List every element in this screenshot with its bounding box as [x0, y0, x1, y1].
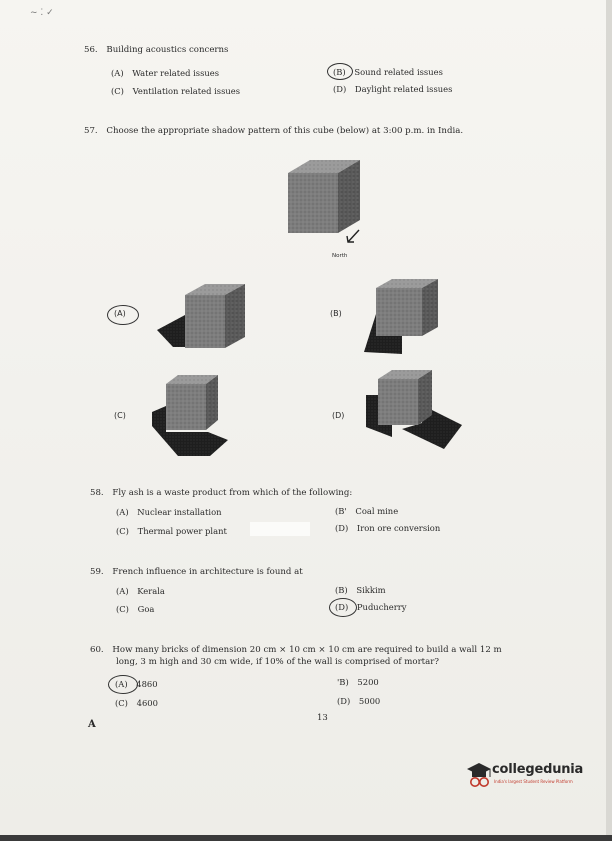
option-57-d-figure[interactable]	[362, 365, 467, 455]
question-58	[90, 488, 352, 498]
question-number: 58.	[90, 488, 104, 498]
option-text: Sound related issues	[354, 67, 443, 77]
option-text: Goa	[137, 604, 155, 614]
question-number: 56.	[84, 45, 98, 55]
question-text: Building acoustics concerns	[106, 45, 229, 55]
option-59-c[interactable]	[116, 604, 154, 614]
brand-tagline: India's largest Student Review Platform	[494, 779, 573, 784]
option-label: (C)	[111, 86, 124, 96]
option-57-c-figure[interactable]	[148, 370, 238, 460]
option-label: (D)	[335, 523, 349, 533]
cube-front-face	[288, 173, 338, 233]
question-number: 60.	[90, 645, 104, 655]
question-59	[90, 567, 303, 577]
option-label: (C)	[115, 698, 128, 708]
option-text: 5000	[358, 696, 381, 706]
option-59-a[interactable]	[116, 586, 165, 596]
option-60-d[interactable]	[337, 696, 380, 706]
option-label: (D)	[337, 696, 351, 706]
option-56-a[interactable]	[111, 68, 219, 78]
option-text: Sikkim	[356, 585, 386, 595]
option-text: 5200	[357, 677, 379, 687]
option-60-b[interactable]	[337, 677, 379, 687]
option-60-a[interactable]	[115, 679, 158, 689]
option-text: Kerala	[137, 586, 165, 596]
question-60-line2	[116, 657, 439, 667]
option-text: Puducherry	[356, 602, 407, 612]
question-text: Fly ash is a waste product from which of the following:	[112, 488, 353, 498]
page-number: 13	[317, 713, 328, 723]
scan-border	[0, 835, 612, 841]
option-56-c[interactable]	[111, 86, 240, 96]
option-text: Nuclear installation	[137, 507, 222, 517]
option-57-b-figure[interactable]	[362, 274, 447, 359]
cube-front-face	[378, 379, 418, 425]
option-label: (A)	[115, 679, 128, 689]
option-text: Thermal power plant	[137, 526, 227, 536]
option-58-d[interactable]	[335, 523, 440, 533]
cube-figure	[280, 155, 370, 265]
cube-front-face	[376, 288, 422, 336]
option-text: Daylight related issues	[354, 84, 453, 94]
option-label: (B'	[335, 506, 347, 516]
option-56-d[interactable]	[333, 84, 452, 94]
option-label: (A)	[116, 507, 129, 517]
option-label: (D)	[335, 602, 349, 612]
option-label: (D)	[333, 84, 347, 94]
question-text-line1: How many bricks of dimension 20 cm × 10 cm × 10 cm are required to build a wall 12 m	[112, 645, 502, 655]
question-number: 59.	[90, 567, 104, 577]
option-59-b[interactable]	[335, 585, 386, 595]
cube-side-face	[206, 375, 218, 430]
question-text: Choose the appropriate shadow pattern of this cube (below) at 3:00 p.m. in India.	[106, 126, 464, 136]
brand-name: collegedunia	[492, 762, 584, 777]
option-label: 'B)	[337, 677, 349, 687]
question-number: 57.	[84, 126, 98, 136]
question-text: French influence in architecture is found at	[112, 567, 303, 577]
page-edge	[606, 0, 612, 841]
option-text: Coal mine	[355, 506, 399, 516]
option-58-a[interactable]	[116, 507, 222, 517]
scan-mark: ~ ⁚ ✓	[30, 8, 54, 18]
option-57-b-label[interactable]: (B)	[330, 309, 342, 318]
collegedunia-watermark	[466, 761, 586, 793]
north-arrow-icon	[343, 228, 363, 248]
option-58-c[interactable]	[116, 526, 227, 536]
option-label: (C)	[116, 604, 129, 614]
cube-side-face	[422, 279, 438, 336]
option-57-a-label[interactable]: (A)	[114, 309, 126, 318]
option-56-b[interactable]	[333, 67, 443, 77]
cube-front-face	[185, 295, 225, 348]
option-57-a-figure[interactable]	[155, 280, 260, 355]
option-60-c[interactable]	[115, 698, 158, 708]
option-text: 4860	[136, 679, 158, 689]
question-text-line2: long, 3 m high and 30 cm wide, if 10% of the wall is comprised of mortar?	[116, 657, 439, 667]
question-57	[84, 126, 463, 136]
option-label: (B)	[335, 585, 348, 595]
scan-patch	[250, 522, 310, 536]
option-label: (A)	[116, 586, 129, 596]
option-text: Iron ore conversion	[356, 523, 441, 533]
option-59-d[interactable]	[335, 602, 407, 612]
option-57-d-label[interactable]: (D)	[332, 411, 345, 420]
north-label: North	[332, 253, 348, 259]
question-56	[84, 45, 228, 55]
option-58-b[interactable]	[335, 506, 398, 516]
option-label: (A)	[111, 68, 124, 78]
option-text: 4600	[136, 698, 158, 708]
set-letter: A	[88, 719, 96, 730]
question-60	[90, 645, 502, 655]
option-text: Water related issues	[132, 68, 220, 78]
graduation-cap-icon	[466, 761, 492, 789]
option-label: (C)	[116, 526, 129, 536]
option-text: Ventilation related issues	[132, 86, 241, 96]
option-label: (B)	[333, 67, 346, 77]
cube-side-face	[225, 284, 245, 348]
option-57-c-label[interactable]: (C)	[114, 411, 126, 420]
cube-front-face	[166, 384, 206, 430]
